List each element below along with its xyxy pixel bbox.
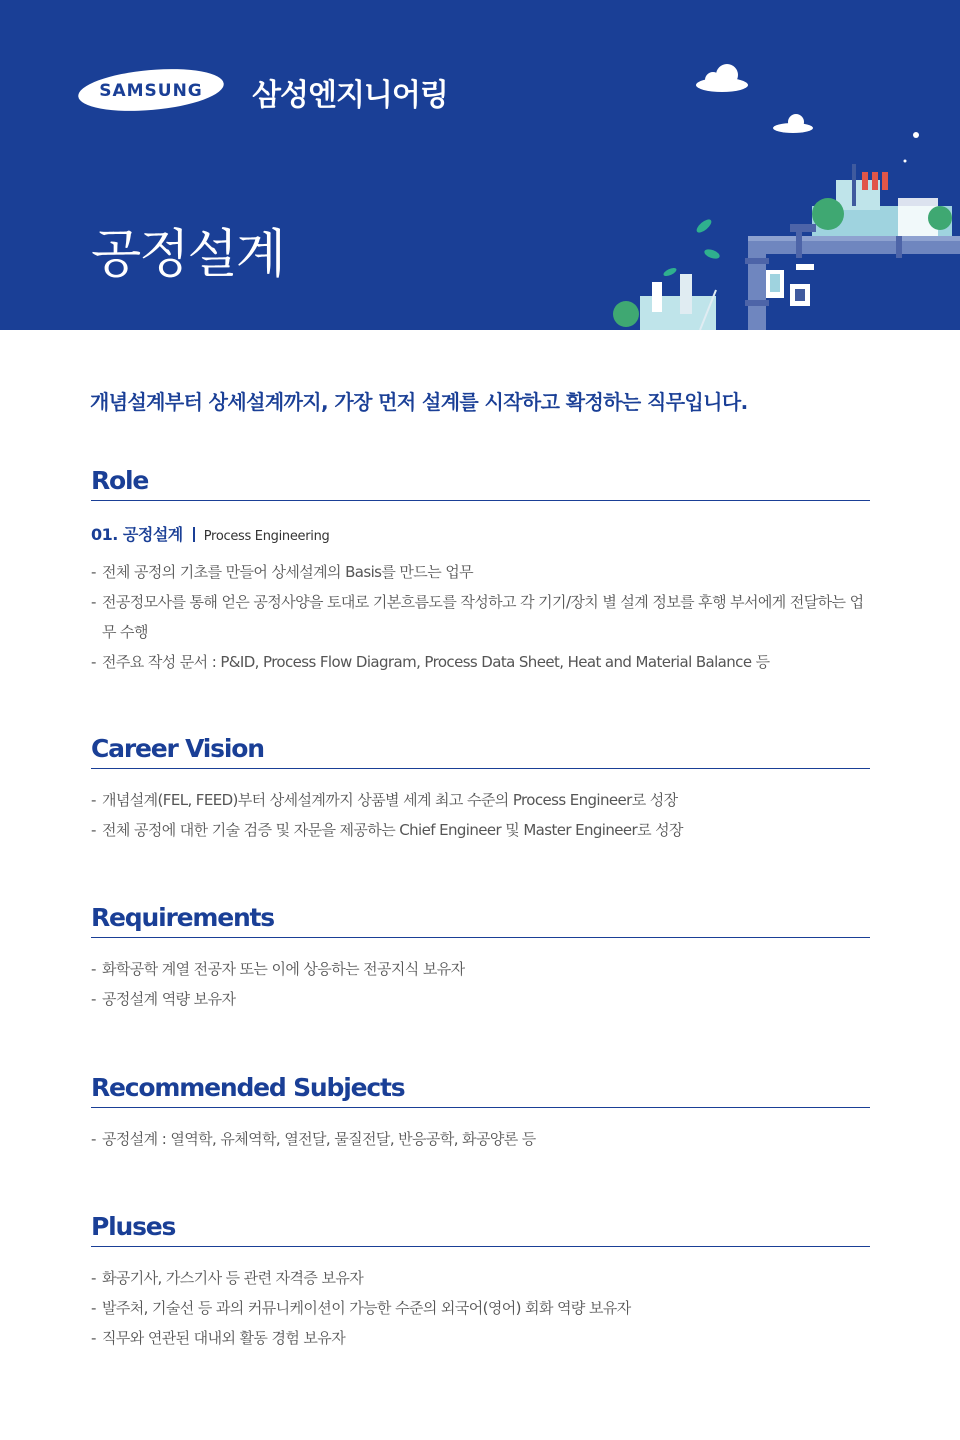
page-title: 공정설계 [91, 225, 284, 285]
list-item: - 직무와 연관된 대내외 활동 경험 보유자 [91, 1329, 346, 1347]
list-item: - 개념설계(FEL, FEED)부터 상세설계까지 상품별 세계 최고 수준의 Process Engineer로 성장 [91, 791, 678, 809]
list-item: - 전공정모사를 통해 얻은 공정사양을 토대로 기본흐름도를 작성하고 각 기기/장치 별 설계 정보를 후행 부서에게 전달하는 업무 수행 [91, 593, 864, 641]
section-heading: Pluses [91, 1213, 870, 1247]
role-section [91, 467, 870, 677]
cloud-icon [696, 64, 813, 133]
list-item: - 화공기사, 가스기사 등 관련 자격증 보유자 [91, 1269, 364, 1287]
divider [193, 527, 195, 542]
industrial-plant-illustration [600, 60, 960, 330]
samsung-logo [77, 68, 225, 112]
list-item: - 공정설계 역량 보유자 [91, 990, 236, 1008]
leaf-icon [662, 217, 720, 278]
recommended-list [91, 1124, 870, 1154]
list-item: - 공정설계 : 열역학, 유체역학, 열전달, 물질전달, 반응공학, 화공양론 등 [91, 1130, 536, 1148]
logo-brand-text: SAMSUNG [99, 81, 203, 101]
company-name: 삼성엔지니어링 [252, 78, 448, 113]
section-heading: Recommended Subjects [91, 1074, 870, 1108]
role-subheading [91, 523, 870, 547]
pluses-list [91, 1263, 870, 1353]
list-item: - 전체 공정에 대한 기술 검증 및 자문을 제공하는 Chief Engineer 및 Master Engineer로 성장 [91, 821, 683, 839]
career-list [91, 785, 870, 845]
career-vision-section [91, 735, 870, 845]
role-number-title: 01. 공정설계 [91, 525, 183, 544]
section-heading: Career Vision [91, 735, 870, 769]
list-item: - 발주처, 기술선 등 과의 커뮤니케이션이 가능한 수준의 외국어(영어) 회화 역량 보유자 [91, 1299, 631, 1317]
requirements-list [91, 954, 870, 1014]
section-heading: Role [91, 467, 870, 501]
list-item: - 전주요 작성 문서 : P&ID, Process Flow Diagram, Process Data Sheet, Heat and Material Balance 등 [91, 653, 770, 671]
recommended-subjects-section [91, 1074, 870, 1154]
pluses-section [91, 1213, 870, 1353]
list-item: - 화학공학 계열 전공자 또는 이에 상응하는 전공지식 보유자 [91, 960, 465, 978]
section-heading: Requirements [91, 904, 870, 938]
intro-statement: 개념설계부터 상세설계까지, 가장 먼저 설계를 시작하고 확정하는 직무입니다. [90, 390, 748, 414]
hero-banner [0, 0, 960, 330]
role-english-title: Process Engineering [203, 529, 330, 544]
role-list [91, 557, 870, 677]
requirements-section [91, 904, 870, 1014]
list-item: - 전체 공정의 기초를 만들어 상세설계의 Basis를 만드는 업무 [91, 563, 474, 581]
